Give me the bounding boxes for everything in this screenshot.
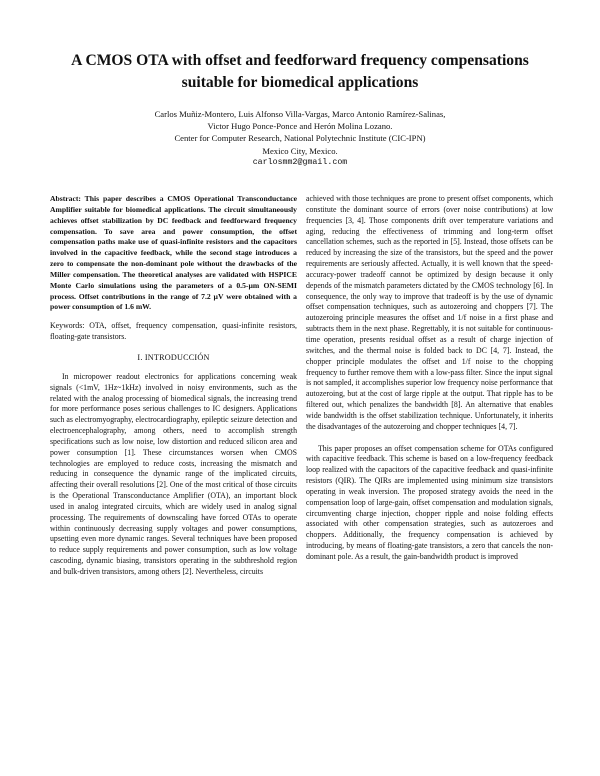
left-column xyxy=(50,194,297,578)
paper-title xyxy=(40,50,560,94)
abstract-label: Abstract: xyxy=(50,194,81,203)
location: Mexico City, Mexico. xyxy=(262,145,338,156)
intro-paragraph-1: In micropower readout electronics for applications concerning weak signals (<1mV, 1Hz~1kHz) involved in noisy environments, such as the related with the analog processing of biomedical signals, the increasing trend for more performance poses serious challenges to IC designers. Applications such as electromyography, electrocardiography, epileptic seizure detection and electroencephalography, among others, need to accomplish strength specifications such as low noise, low distortion and reduced silicon area and power consumption [1]. These circumstances worsen when CMOS technologies are employed to reduce costs, increasing the mismatch and reducing in consequence the dynamic range of the implicated circuits, affecting their overall resolutions [2]. One of the most critical of those circuits is the Operational Transconductance Amplifier (OTA), an important block used in analog integrated circuits, which are widely used in analog signal processing. The requirements of downscaling have forced OTAs to operate within continuously decreasing supply voltages and power consumptions, upsetting even more dynamic ranges. Several techniques have been proposed to reduce supply requirements and power consumption, such as low voltage cascoding, dynamic biasing, transistors operating in the subthreshold region and bulk-driven transistors, among others [2]. Nevertheless, circuits xyxy=(50,371,297,576)
right-paragraph-1: achieved with those techniques are prone to present offset components, which constitute the dominant source of errors (over noise contributions) at low frequencies [3, 4]. Those components drift over temperature variations and aging, reducing the effectiveness of trimming and long-term offset cancellation schemes, such as the reported in [5]. Instead, those offsets can be reduced by increasing the size of the transistors, but the speed and the power requirements are seriously affected. Actually, it is well known that the speed-accuracy-power tradeoff cannot be optimized by design because it only depends of the mismatch parameters dictated by the CMOS technology [6]. In consequence, the only way to improve that tradeoff is by the use of dynamic offset compensation techniques, such as autozeroing and choppers [7]. The autozeroing principle measures the offset and 1/f noise in a first phase and subtracts them in the next phase. Regrettably, it is not suitable for continuous-time operation, presents residual offset as a result of charge injection of switches, and the thermal noise is folded back to DC [4, 7]. Instead, the chopper principle modulates the offset and 1/f noise to the chopping frequency to further remove them with a low-pass filter. Since the input signal is not sampled, it accomplishes superior low frequency noise performance that autozeroing, but at the cost of large ripple at the output. That ripple has to be filtered out, which penalizes the bandwidth [8]. An alternative that enables wide bandwidth is the offset stabilization technique. Unfortunately, it inherits the disadvantages of the autozeroing and chopper techniques [4, 7]. xyxy=(306,194,553,431)
author-block xyxy=(70,108,530,169)
right-column xyxy=(306,194,553,563)
keywords: Keywords: OTA, offset, frequency compensation, quasi-infinite resistors, floating-gate transistors. xyxy=(50,321,297,342)
abstract xyxy=(50,194,297,313)
abstract-text: This paper describes a CMOS Operational Transconductance Amplifier suitable for biomedical applications. The circuit simultaneously achieves offset stabilization by DC feedback and feedforward frequency compensation. To save area and power consumption, the offset compensation paths make use of quasi-infinite resistors and the capacitors involved in the capacitive feedback, while the second stage introduces a zero to compensate the non-dominant pole without the drawbacks of the Miller compensation. The theoretical analyses are validated with HSPICE Monte Carlo simulations using the parameters of a 0.5-µm ON-SEMI process. Offset contributions in the range of 7.2 µV were obtained with a power consumption of 1.6 mW. xyxy=(50,194,297,312)
authors-line-2: Victor Hugo Ponce-Ponce and Herón Molina Lozano. xyxy=(207,121,393,132)
affiliation: Center for Computer Research, National Polytechnic Institute (CIC-IPN) xyxy=(174,133,426,144)
author-email: carlosmm2@gmail.com xyxy=(252,157,348,167)
title-line-2: suitable for biomedical applications xyxy=(181,74,419,91)
title-line-1: A CMOS OTA with offset and feedforward frequency compensations xyxy=(71,52,529,69)
authors-line-1: Carlos Muñiz-Montero, Luis Alfonso Villa-Vargas, Marco Antonio Ramírez-Salinas, xyxy=(154,109,446,119)
right-paragraph-2: This paper proposes an offset compensation scheme for OTAs configured with capacitive feedback. This scheme is based on a low-frequency feedback loop realized with the capacitors of the capacitive feedback and quasi-infinite resistors (QIR). The QIRs are implemented using minimum size transistors operating in weak inversion. The proposed strategy avoids the need in the compensation loop of large-gain, offset compensation and modulation signals, circumventing charge injection, chopper ripple and noise folding effects associated with other compensation strategies, such as autozeroes and choppers. Additionally, the frequency compensation is achieved by introducing, by means of floating-gate transistors, a zero that cancels the non-dominant pole. As a result, the gain-bandwidth product is improved xyxy=(306,443,553,561)
section-heading-introduccion: I. INTRODUCCIÓN xyxy=(137,352,210,362)
